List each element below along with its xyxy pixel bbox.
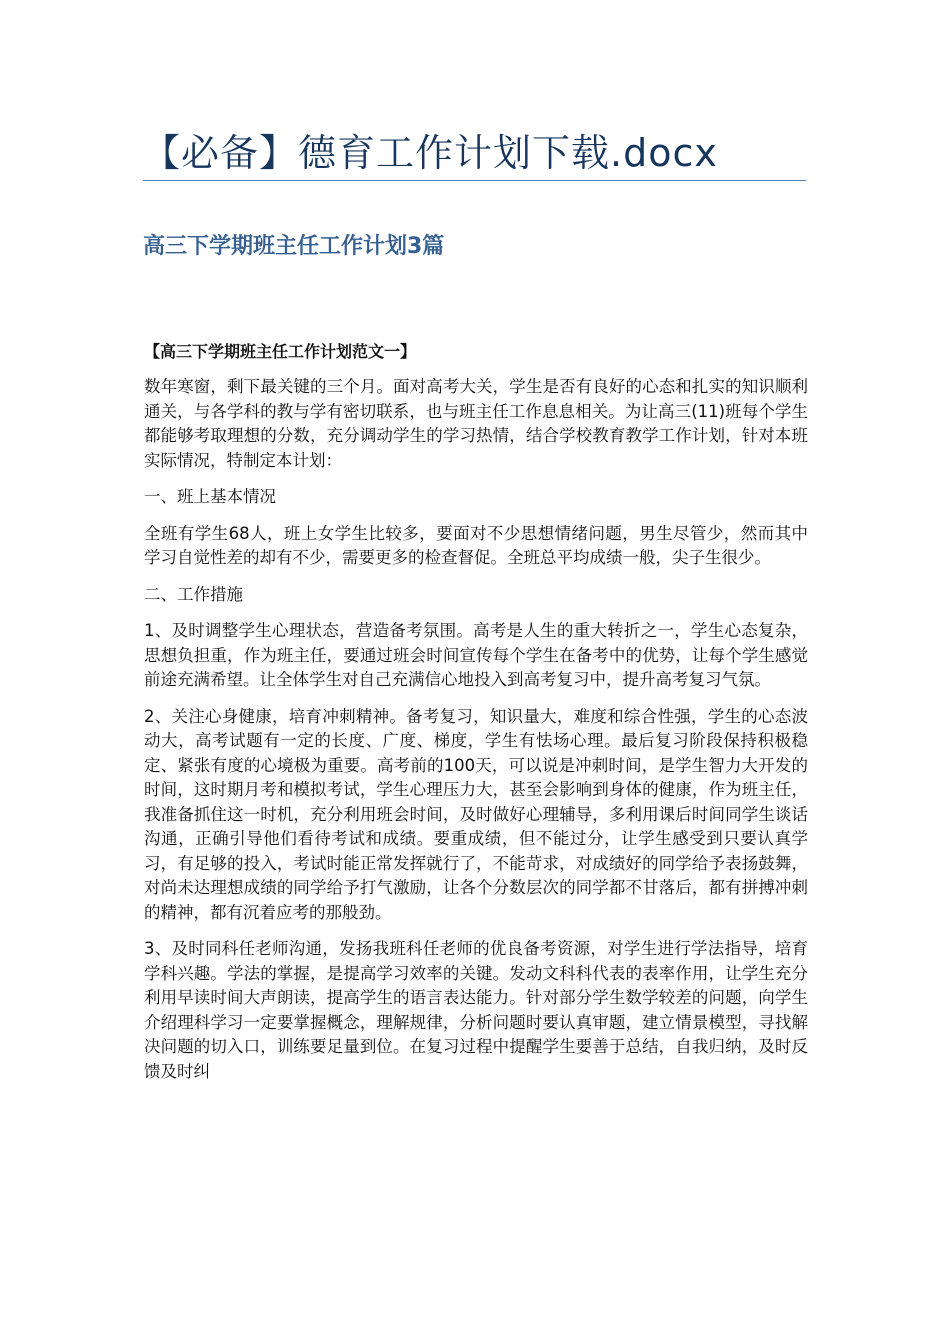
paragraph-measure-2: 2、关注心身健康，培育冲刺精神。备考复习，知识量大，难度和综合性强，学生的心态波动大，高考试题有一定的长度、广度、梯度，学生有怯场心理。最后复习阶段保持积极稳定、紧张有度的心境极为重要。高考前的100天，可以说是冲刺时间，是学生智力大开发的时间，这时期月考和模拟考试，学生心理压力大，甚至会影响到身体的健康，作为班主任，我准备抓住这一时机，充分利用班会时间，及时做好心理辅导，多利用课后时间同学生谈话沟通，正确引导他们看待考试和成绩。要重成绩，但不能过分，让学生感受到只要认真学习，有足够的投入，考试时能正常发挥就行了，不能苛求，对成绩好的同学给予表扬鼓舞，对尚未达理想成绩的同学给予打气激励，让各个分数层次的同学都不甘落后，都有拼搏冲刺的精神，都有沉着应考的那般劲。 [144,706,808,922]
paragraph-intro: 数年寒窗，剩下最关键的三个月。面对高考大关，学生是否有良好的心态和扎实的知识顺利通关，与各学科的教与学有密切联系，也与班主任工作息息相关。为让高三(11)班每个学生都能够考取理想的分数，充分调动学生的学习热情，结合学校教育教学工作计划，针对本班实际情况，特制定本计划： [144,377,808,470]
paragraph-measure-1: 1、及时调整学生心理状态，营造备考氛围。高考是人生的重大转折之一，学生心态复杂，思想负担重，作为班主任，要通过班会时间宣传每个学生在备考中的优势，让每个学生感觉前途充满希望。让全体学生对自己充满信心地投入到高考复习中，提升高考复习气氛。 [144,621,808,689]
heading-basic-situation: 一、班上基本情况 [144,487,276,506]
section-heading: 【高三下学期班主任工作计划范文一】 [144,342,417,361]
heading-work-measures: 二、工作措施 [144,584,243,604]
paragraph-basic-situation: 全班有学生68人，班上女学生比较多，要面对不少思想情绪问题，男生尽管少，然而其中学习自觉性差的却有不少，需要更多的检查督促。全班总平均成绩一般，尖子生很少。 [144,523,808,567]
paragraph-measure-3: 3、及时同科任老师沟通，发扬我班科任老师的优良备考资源，对学生进行学法指导，培育学科兴趣。学法的掌握，是提高学习效率的关键。发动文科科代表的表率作用，让学生充分利用早读时间大声朗读，提高学生的语言表达能力。针对部分学生数学较差的问题，向学生介绍理科学习一定要掌握概念，理解规律，分析问题时要认真审题，建立情景模型，寻找解决问题的切入口，训练要足量到位。在复习过程中提醒学生要善于总结，自我归纳，及时反馈及时纠 [144,939,808,1081]
document-title: 【必备】德育工作计划下载.docx [142,131,718,175]
document-subtitle: 高三下学期班主任工作计划3篇 [143,234,445,259]
title-underline [143,180,806,181]
document-body [144,340,808,1084]
